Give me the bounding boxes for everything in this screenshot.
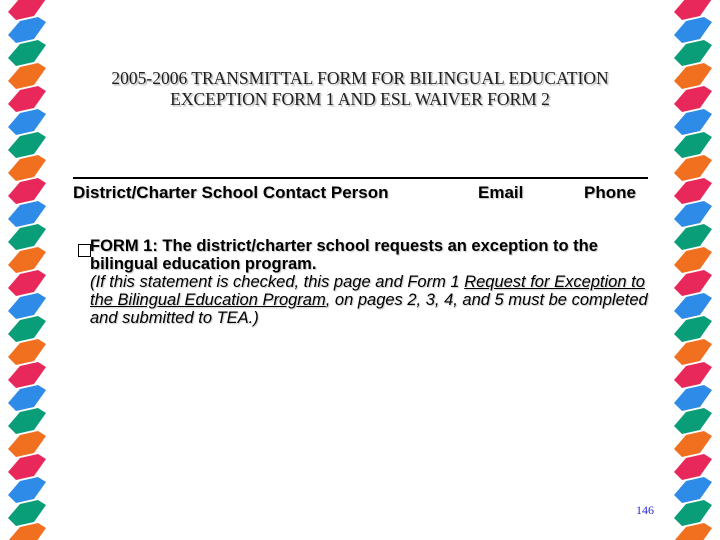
border-segment [8,500,46,526]
border-segment [674,63,712,89]
form1-item [90,237,670,327]
contact-person-label: District/Charter School Contact Person [73,183,389,202]
right-decorative-border [666,0,720,540]
email-label: Email [478,183,524,202]
border-segment [8,431,46,457]
border-segment [674,40,712,66]
border-segment [674,270,712,296]
border-segment [8,270,46,296]
border-segment [8,454,46,480]
border-segment [8,0,46,20]
border-segment [8,408,46,434]
border-segment [8,385,46,411]
title-line-2: EXCEPTION FORM 1 AND ESL WAIVER FORM 2 [170,89,550,109]
border-segment [8,178,46,204]
phone-label: Phone [584,183,636,202]
page-title [60,68,660,110]
border-segment [674,132,712,158]
border-segment [8,17,46,43]
border-segment [8,362,46,388]
border-segment [8,224,46,250]
border-segment [8,316,46,342]
border-segment [674,201,712,227]
border-segment [674,86,712,112]
border-segment [8,247,46,273]
border-segment [674,431,712,457]
border-segment [674,109,712,135]
border-segment [8,109,46,135]
border-segment [674,408,712,434]
border-segment [674,224,712,250]
border-segment [674,454,712,480]
border-segment [674,178,712,204]
border-segment [674,477,712,503]
signature-line [73,177,648,179]
border-segment [8,155,46,181]
border-segment [8,63,46,89]
border-segment [8,132,46,158]
form1-note: (If this statement is checked, this page and Form 1 Request for Exception to the Bilingual Education Program, on pages 2, 3, 4, and 5 must be completed and submitted to TEA.) [90,273,648,327]
border-segment [674,316,712,342]
border-segment [674,500,712,526]
border-segment [674,385,712,411]
border-segment [674,247,712,273]
border-segment [8,40,46,66]
border-segment [8,86,46,112]
border-segment [674,362,712,388]
border-segment [8,293,46,319]
border-segment [8,201,46,227]
border-segment [674,155,712,181]
form1-statement: FORM 1: The district/charter school requests an exception to the bilingual education program. [90,237,598,273]
border-segment [674,339,712,365]
border-segment [674,523,712,540]
border-segment [674,0,712,20]
border-segment [8,523,46,540]
page-number: 146 [636,503,654,517]
border-segment [674,17,712,43]
border-segment [674,293,712,319]
border-segment [8,339,46,365]
title-line-1: 2005-2006 TRANSMITTAL FORM FOR BILINGUAL EDUCATION [111,68,609,88]
border-segment [8,477,46,503]
form1-request-title: Request for Exception to the Bilingual Education Program [90,273,645,309]
left-decorative-border [0,0,54,540]
